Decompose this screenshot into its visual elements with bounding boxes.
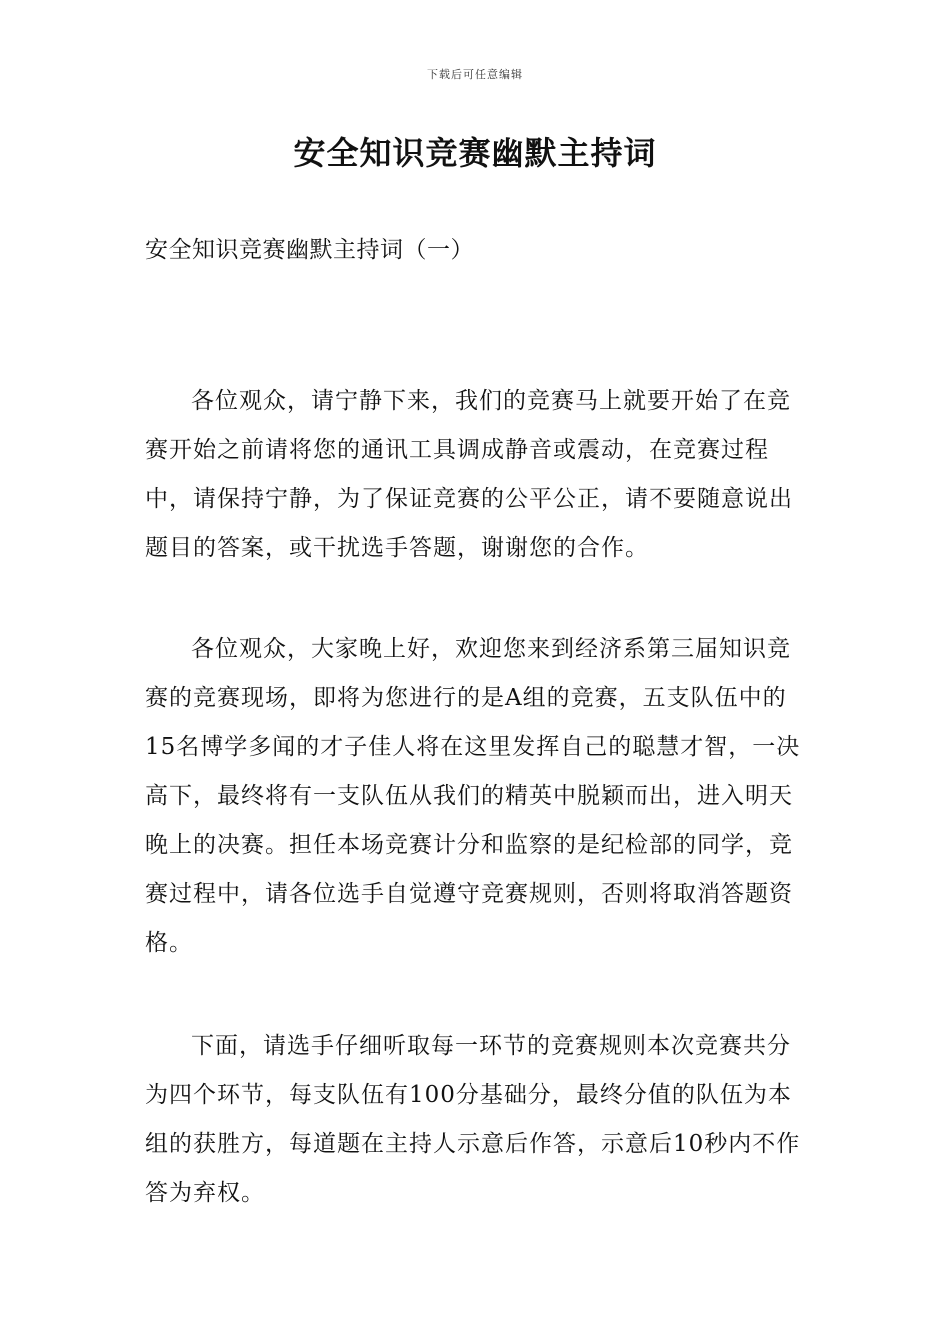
document-title: 安全知识竞赛幽默主持词 <box>293 134 657 172</box>
paragraph-2: 各位观众，大家晚上好，欢迎您来到经济系第三届知识竞赛的竞赛现场，即将为您进行的是A组的竞赛，五支队伍中的15名博学多闻的才子佳人将在这里发挥自己的聪慧才智，一决高下，最终将有一支队伍从我们的精英中脱颖而出，进入明天晚上的决赛。担任本场竞赛计分和监察的是纪检部的同学，竞赛过程中，请各位选手自觉遵守竞赛规则，否则将取消答题资格。 <box>145 636 801 956</box>
header-note: 下载后可任意编辑 <box>427 68 523 81</box>
paragraph-3: 下面，请选手仔细听取每一环节的竞赛规则本次竞赛共分为四个环节，每支队伍有100分基础分，最终分值的队伍为本组的获胜方，每道题在主持人示意后作答，示意后10秒内不作答为弃权。 <box>145 1033 801 1206</box>
document-subtitle: 安全知识竞赛幽默主持词（一） <box>145 237 474 263</box>
paragraph-1: 各位观众，请宁静下来，我们的竞赛马上就要开始了在竞赛开始之前请将您的通讯工具调成静音或震动，在竞赛过程中，请保持宁静，为了保证竞赛的公平公正，请不要随意说出题目的答案，或干扰选手答题，谢谢您的合作。 <box>145 388 793 561</box>
